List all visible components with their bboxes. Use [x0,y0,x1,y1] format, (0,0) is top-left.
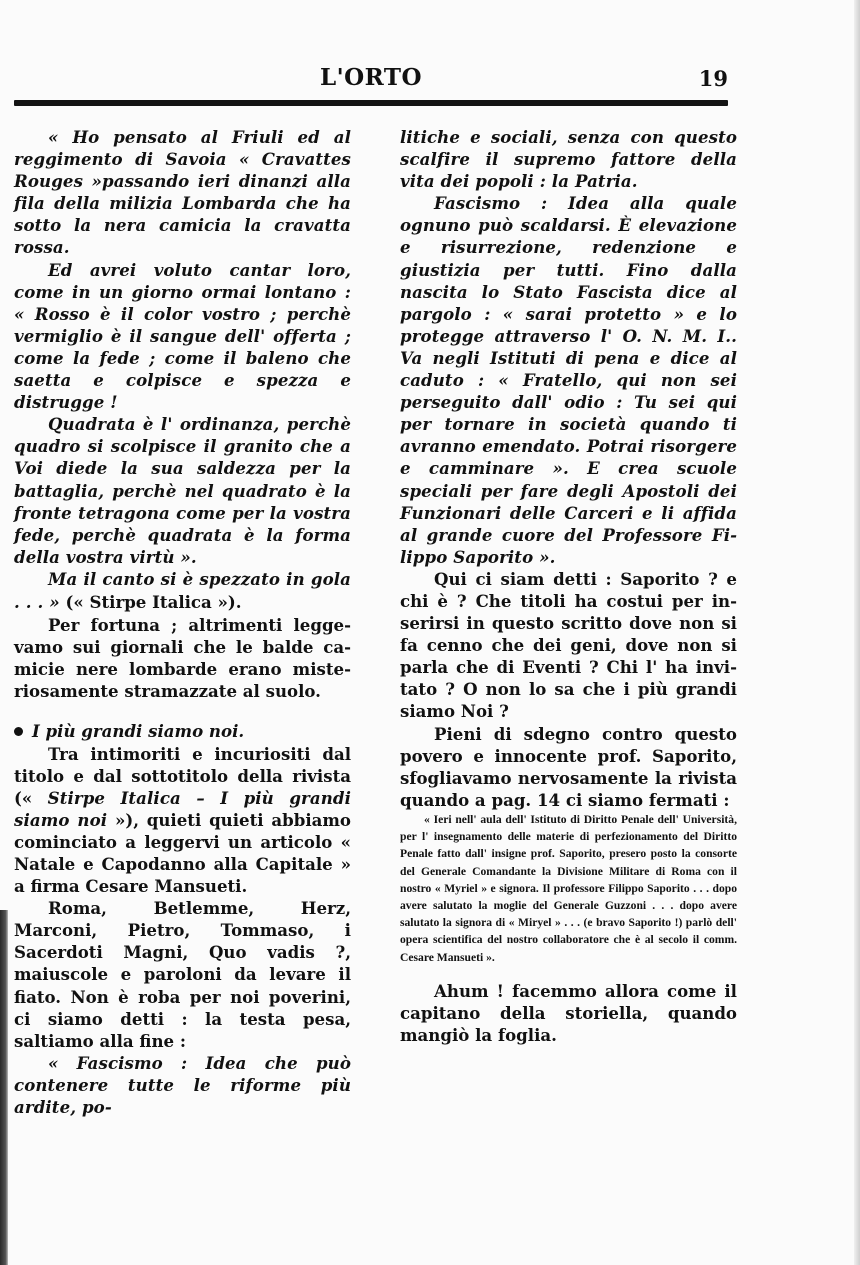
bullet-icon [14,727,23,736]
header-rule [14,100,728,106]
paragraph-fascismo-idea: Fascismo : Idea alla quale ognuno può scaldarsi. È elevazione e risurrezione, redenzione e giustizia per tutti. Fino dalla nascita lo Stato Fascista dice al pargolo : « sarai protetto » e lo protegge attraverso l' O. N. M. I.. Va negli Istituti di pena e dice al caduto : « Fratello, qui non sei perseguito dall' odio : Tu sei qui per tornare in società quando ti avranno emendato. Potrai risorgere e camminare ». E crea scuole speciali per fare degli Apostoli dei Funzionari delle Carceri e li affida al grande cuore del Professore Filippo Saporito ». [400,193,737,567]
page-edge-shadow-right [854,0,860,1265]
paragraph-canto [14,568,351,614]
section-heading-text: I più grandi siamo noi. [32,721,245,742]
paragraph-quote-friuli: « Ho pensato al Friuli ed al reggimento di Savoia « Cravattes Rouges »passando ieri dinanzi alla fila della milizia Lombarda che ha sotto la nera camicia la cravatta rossa. [14,127,351,258]
right-column [400,126,737,1046]
text-run: Tra intimoriti e incuriositi dal titolo e dal sottotitolo della rivista (« [14,743,351,808]
paragraph-politiche: litiche e sociali, senza con questo scalfire il supremo fattore della vita dei popoli : la Patria. [400,127,737,192]
canto-source: (« Stirpe Italica »). [59,591,242,612]
paragraph-quote-quadrata: Quadrata è l' ordinanza, perchè quadro si scolpisce il granito che a Voi diede la sua saldezza per la battaglia, perchè nel quadrato è la fronte tetragona come per la vostra fede, perchè quadrata è la forma della vostra virtù ». [14,414,351,567]
block-quote-small: « Ieri nell' aula dell' Istituto di Diritto Penale dell' Università, per l' insegnamento delle materie di perfezionamento del Diritto Penale fatto dall' insigne prof. Saporito, presero posto la consorte del Generale Comandante la Divisione Militare di Roma con il nostro « Myriel » e signora. Il professore Filippo Saporito . . . dopo avere salutato la moglie del Generale Guzzoni . . . dopo avere salutato la signora di « Miryel » . . . (e bravo Saporito !) parlò dell' opera scientifica del nostro collaboratore che è al secolo il comm. Cesare Mansueti ». [400,812,737,964]
quote-gap [400,966,737,980]
section-heading [14,720,351,742]
paragraph-roma-betlemme: Roma, Betlemme, Herz, Marconi, Pietro, Tommaso, i Sacerdoti Magni, Quo vadis ?, maiuscole e paroloni da levare il fiato. Non è roba per noi poverini, ci siamo detti : la testa pesa, saltiamo alla fine : [14,898,351,1051]
magazine-title-italic: Stirpe Italica – I più grandi siamo noi [14,787,351,830]
paragraph-ahum: Ahum ! facemmo allora come il capitano della storiella, quando mangiò la foglia. [400,980,737,1045]
page-header [14,62,728,98]
canto-italic: Ma il canto si è spezzato in gola . . . » [14,568,351,612]
text-run: »), quieti quieti abbiamo cominciato a leggervi un articolo « Natale e Capodanno alla Capitale » a firma Cesare Mansueti. [14,809,351,897]
page-edge-shadow-left [0,910,8,1265]
section-gap [14,702,351,720]
paragraph-per-fortuna: Per fortuna ; altrimenti leggevamo sui giornali che le balde camicie nere lombarde erano misteriosamente stramazzate al suolo. [14,615,351,702]
paragraph-pieni-di-sdegno: Pieni di sdegno contro questo povero e innocente prof. Saporito, sfogliavamo nervosamente la rivista quando a pag. 14 ci siamo fermati : [400,723,737,810]
paragraph-fascismo-quote: « Fascismo : Idea che può contenere tutte le riforme più ardite, po- [14,1052,351,1118]
running-title: L'ORTO [319,64,423,91]
paragraph-tra-intimoriti [14,743,351,898]
paragraph-quote-rosso: Ed avrei voluto cantar loro, come in un giorno ormai lontano : « Rosso è il color vostro ; perchè vermiglio è il sangue dell' offerta ; come la fede ; come il baleno che saetta e colpisce e spezza e distrugge ! [14,259,351,413]
page-number: 19 [698,66,728,91]
left-column [14,126,351,1118]
paragraph-qui-ci-siam: Qui ci siam detti : Saporito ? e chi è ? Che titoli ha costui per inserirsi in questo scritto dove non si fa cenno che dei geni, dove non si parla che di Eventi ? Chi l' ha invitato ? O non lo sa che i più grandi siamo Noi ? [400,568,737,722]
